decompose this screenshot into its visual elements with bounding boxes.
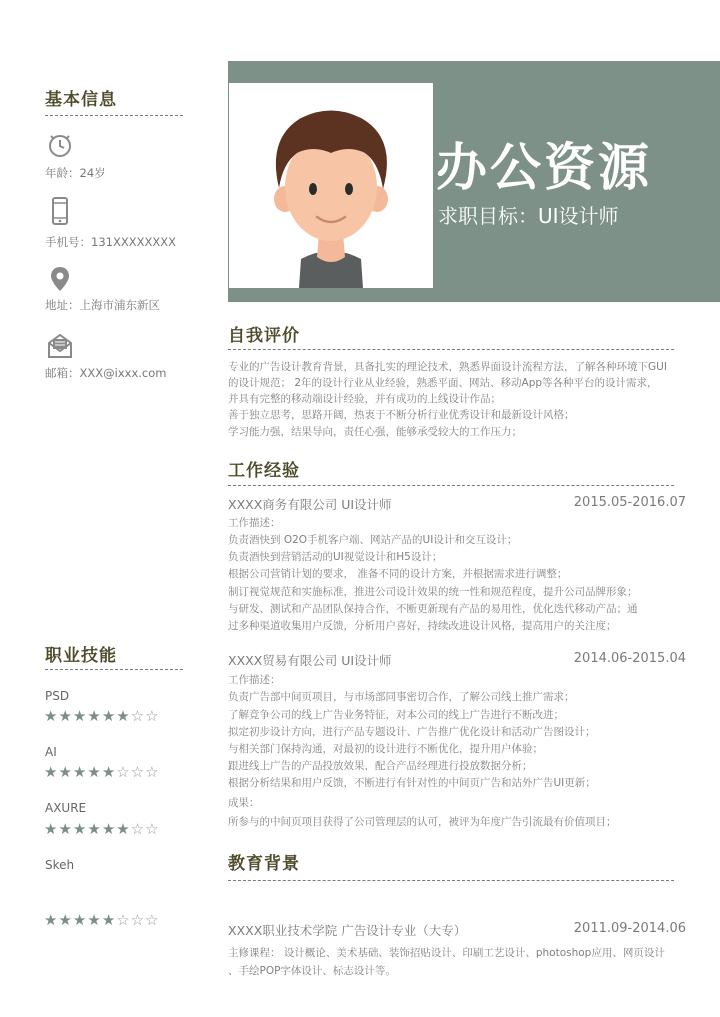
job-desc-line: 与相关部门保持沟通，对最初的设计进行不断优化，提升用户体验；: [228, 743, 543, 755]
self-eval-line: 善于独立思考，思路开阔，热衷于不断分析行业优秀设计和最新设计风格；: [228, 409, 575, 421]
star-filled-icon: ★: [116, 707, 131, 725]
star-filled-icon: ★: [101, 911, 117, 929]
star-filled-icon: ★: [58, 763, 73, 781]
star-filled-icon: ★: [44, 820, 59, 838]
star-filled-icon: ★: [44, 911, 59, 929]
self-eval-line: 的设计规范； 2年的设计行业从业经验，熟悉平面、网站、移动App等各种平台的设计需求，: [228, 377, 658, 389]
star-filled-icon: ★: [58, 820, 73, 838]
avatar: [229, 83, 433, 288]
skill-name: Skeh: [45, 858, 75, 872]
job-desc-line: 负责酒快到 O2O手机客户端、网站产品的UI设计和交互设计；: [228, 534, 518, 546]
school-name: XXXX职业技术学院 广告设计专业（大专）: [228, 923, 467, 938]
divider: [228, 349, 674, 350]
job-desc-line: 跟进线上广告的产品投放效果，配合产品经理进行投放数据分析；: [228, 760, 533, 772]
skill-name: AXURE: [45, 801, 87, 815]
divider: [45, 115, 183, 116]
candidate-name: 办公资源: [436, 139, 653, 198]
self-eval-title: 自我评价: [228, 326, 300, 346]
job-desc-line: 与研发、测试和产品团队保持合作，不断更新现有产品的易用性，优化迭代移动产品；通: [228, 603, 638, 615]
self-eval-line: 学习能力强，结果导向，责任心强，能够承受较大的工作压力；: [228, 426, 522, 438]
star-filled-icon: ★: [87, 820, 102, 838]
self-eval-line: 并具有完整的移动端设计经验，并有成功的上线设计作品；: [228, 393, 501, 405]
star-empty-icon: ☆: [130, 763, 146, 781]
star-empty-icon: ☆: [130, 707, 146, 725]
star-filled-icon: ★: [58, 707, 73, 725]
location-pin-icon: [45, 264, 75, 294]
star-filled-icon: ★: [58, 911, 73, 929]
star-empty-icon: ☆: [116, 763, 131, 781]
job-desc-line: 工作描述：: [228, 517, 281, 529]
star-filled-icon: ★: [87, 911, 102, 929]
job-desc-line: 拟定初步设计方向，进行产品专题设计、广告推广优化设计和活动广告图设计；: [228, 726, 596, 738]
star-filled-icon: ★: [72, 707, 88, 725]
phone-icon: [45, 196, 75, 226]
mail-icon: [45, 331, 75, 361]
job-desc-line: 过多种渠道收集用户反馈，分析用户喜好，持续改进设计风格，提高用户的关注度；: [228, 620, 617, 632]
age-info: 年龄：24岁: [45, 166, 106, 180]
job-company: XXXX商务有限公司 UI设计师: [228, 497, 392, 512]
job-date: 2015.05-2016.07: [573, 495, 686, 510]
divider: [228, 880, 674, 881]
job-desc-line: 根据公司营销计划的要求， 准备不同的设计方案，并根据需求进行调整；: [228, 568, 568, 580]
skill-rating: [44, 765, 160, 780]
star-filled-icon: ★: [44, 763, 59, 781]
skill-name: AI: [45, 745, 57, 759]
email-info: 邮箱：XXX@ixxx.com: [45, 366, 167, 380]
skill-name: PSD: [45, 689, 70, 703]
job-company: XXXX贸易有限公司 UI设计师: [228, 653, 392, 668]
skills-title: 职业技能: [45, 646, 117, 666]
job-desc-line: 负责酒快到营销活动的UI视觉设计和H5设计；: [228, 551, 443, 563]
education-title: 教育背景: [228, 854, 300, 874]
job-date: 2014.06-2015.04: [573, 651, 686, 666]
avatar-illustration: [229, 83, 433, 288]
star-filled-icon: ★: [87, 707, 102, 725]
divider: [45, 669, 183, 670]
self-eval-line: 专业的广告设计教育背景，具备扎实的理论技术，熟悉界面设计流程方法，了解各种环境下GUI: [228, 361, 667, 373]
divider: [228, 485, 674, 486]
clock-icon: [45, 130, 75, 160]
skill-rating: [44, 709, 160, 724]
star-filled-icon: ★: [101, 820, 117, 838]
star-empty-icon: ☆: [145, 763, 160, 781]
job-desc-line: 负责广告部中间页项目，与市场部同事密切合作，了解公司线上推广需求；: [228, 691, 575, 703]
job-desc-line: 所参与的中间页项目获得了公司管理层的认可，被评为年度广告引流最有价值项目；: [228, 816, 617, 828]
course-line: 主修课程： 设计概论、美术基础、装饰招贴设计、印刷工艺设计、photoshop应用、网页设计: [228, 947, 665, 959]
job-desc-line: 了解竞争公司的线上广告业务特征，对本公司的线上广告进行不断改进；: [228, 709, 564, 721]
job-desc-line: 成果：: [228, 797, 260, 809]
course-line: 、手绘POP字体设计、标志设计等。: [228, 965, 396, 977]
star-filled-icon: ★: [101, 763, 117, 781]
star-filled-icon: ★: [72, 911, 88, 929]
job-desc-line: 根据分析结果和用户反馈，不断进行有针对性的中间页广告和站外广告UI更新；: [228, 777, 596, 789]
work-title: 工作经验: [228, 461, 300, 481]
job-objective: 求职目标：UI设计师: [438, 204, 619, 228]
star-empty-icon: ☆: [130, 820, 146, 838]
star-filled-icon: ★: [44, 707, 59, 725]
star-filled-icon: ★: [87, 763, 102, 781]
star-empty-icon: ☆: [130, 911, 146, 929]
phone-info: 手机号：131XXXXXXXX: [45, 235, 176, 249]
address-info: 地址：上海市浦东新区: [45, 298, 160, 312]
star-filled-icon: ★: [116, 820, 131, 838]
star-empty-icon: ☆: [145, 820, 160, 838]
star-filled-icon: ★: [72, 820, 88, 838]
job-desc-line: 制订视觉规范和实施标准，推进公司设计效果的统一性和规范程度，提升公司品牌形象；: [228, 586, 638, 598]
star-empty-icon: ☆: [145, 911, 160, 929]
star-empty-icon: ☆: [145, 707, 160, 725]
skill-rating: [44, 822, 160, 837]
education-date: 2011.09-2014.06: [573, 921, 686, 936]
job-desc-line: 工作描述：: [228, 674, 281, 686]
star-filled-icon: ★: [101, 707, 117, 725]
star-filled-icon: ★: [72, 763, 88, 781]
skill-rating: [44, 913, 160, 928]
star-empty-icon: ☆: [116, 911, 131, 929]
basic-info-title: 基本信息: [45, 90, 117, 110]
